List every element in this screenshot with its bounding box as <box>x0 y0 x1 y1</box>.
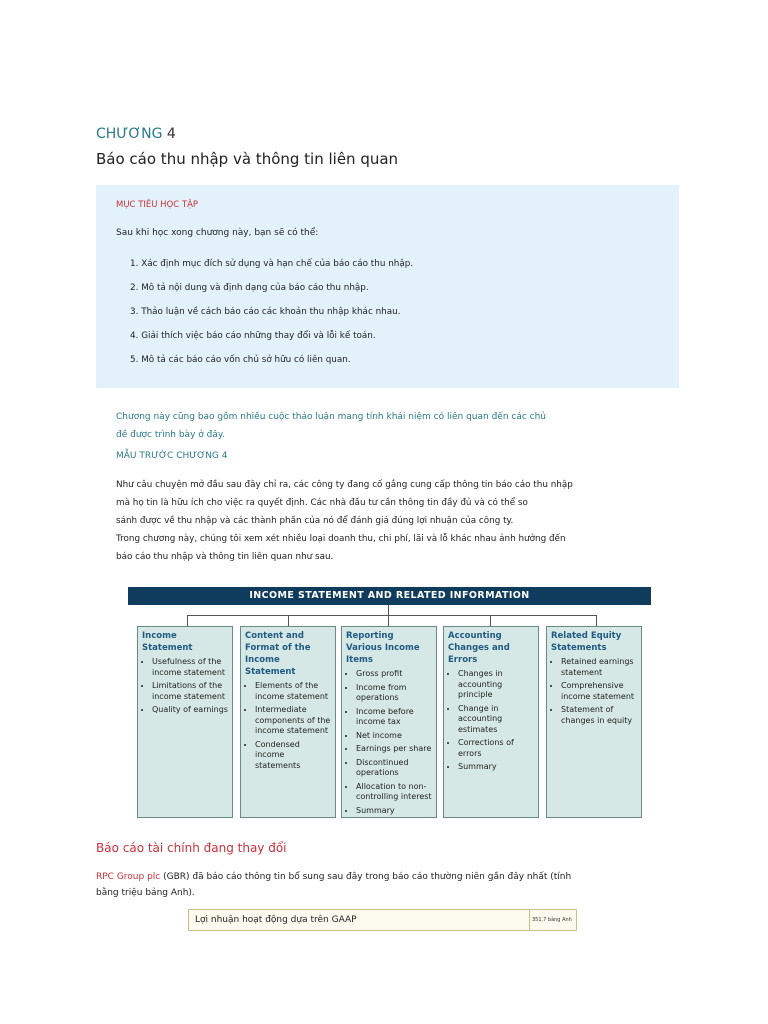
diagram-item: • Corrections of errors <box>458 738 534 759</box>
preview-paragraph <box>116 476 661 566</box>
diagram-item: • Income before income tax <box>356 707 432 728</box>
diagram-item: • Change in accounting estimates <box>458 704 534 736</box>
diagram-box-heading: Content and Format of the Income Statement <box>245 631 311 677</box>
rpc-text: (GBR) đã báo cáo thông tin bổ sung sau đây trong báo cáo thường niên gần đây nhất (tính <box>160 872 572 882</box>
objectives-list <box>130 258 413 378</box>
objective-item: 2. Mô tả nội dung và định dạng của báo cáo thu nhập. <box>130 283 369 293</box>
preview-line: sánh được về thu nhập và các thành phần của nó để đánh giá đúng lợi nhuận của công ty. <box>116 516 514 526</box>
diagram-item: • Changes in accounting principle <box>458 669 534 701</box>
connector-line <box>490 615 491 626</box>
concept-note-line: Chương này cũng bao gồm nhiều cuộc thảo luận mang tính khái niệm có liên quan đến các chủ <box>116 412 547 422</box>
diagram-item: • Summary <box>356 806 432 817</box>
diagram-box <box>546 626 642 818</box>
company-name: RPC Group plc <box>96 872 161 882</box>
table-divider <box>529 910 530 930</box>
objective-item: 4. Giải thích việc báo cáo những thay đổi và lỗi kế toán. <box>130 331 376 341</box>
diagram-box-list <box>346 669 432 816</box>
preview-line: Như câu chuyện mở đầu sau đây chỉ ra, các công ty đang cố gắng cung cấp thông tin báo cáo thu nhập <box>116 480 573 490</box>
diagram-item: • Income from operations <box>356 683 432 704</box>
diagram-item: • Comprehensive income statement <box>561 681 637 702</box>
rpc-paragraph <box>96 869 676 901</box>
diagram-box <box>443 626 539 818</box>
preview-line: báo cáo thu nhập và thông tin liên quan như sau. <box>116 552 334 562</box>
concept-note-line: đề được trình bày ở đây. <box>116 430 225 440</box>
diagram-item: • Quality of earnings <box>152 705 228 716</box>
preview-heading: MẪU TRƯỚC CHƯƠNG 4 <box>116 451 228 461</box>
diagram-item: • Discontinued operations <box>356 758 432 779</box>
diagram-item: • Condensed income statements <box>255 740 331 772</box>
chapter-organization-diagram <box>128 587 651 820</box>
diagram-item: • Intermediate components of the income statement <box>255 705 331 737</box>
diagram-item: • Net income <box>356 731 432 742</box>
table-value: 351,7 bảng Anh <box>532 917 572 923</box>
diagram-item: • Statement of changes in equity <box>561 705 637 726</box>
diagram-box-list <box>448 669 534 773</box>
diagram-item: • Retained earnings statement <box>561 657 637 678</box>
preview-line: mà họ tin là hữu ích cho việc ra quyết định. Các nhà đầu tư cần thông tin đầy đủ và có thể so <box>116 498 528 508</box>
preview-line: Trong chương này, chúng tôi xem xét nhiều loại doanh thu, chi phí, lãi và lỗ khác nhau ảnh hưởng đến <box>116 534 566 544</box>
chapter-title: Báo cáo thu nhập và thông tin liên quan <box>96 150 399 168</box>
diagram-box <box>341 626 437 818</box>
diagram-box-heading: Related Equity Statements <box>551 631 622 653</box>
diagram-box-heading: Accounting Changes and Errors <box>448 631 510 665</box>
connector-line <box>596 615 597 626</box>
objective-item: 3. Thảo luận về cách báo cáo các khoản thu nhập khác nhau. <box>130 307 401 317</box>
chapter-label: CHƯƠNG <box>96 126 163 142</box>
diagram-item: • Earnings per share <box>356 744 432 755</box>
learning-objectives-box <box>96 185 679 388</box>
connector-line <box>388 605 389 615</box>
diagram-box-list <box>551 657 637 726</box>
diagram-box-list <box>142 657 228 716</box>
diagram-box-list <box>245 681 331 771</box>
connector-line <box>288 615 289 626</box>
diagram-box-heading: Income Statement <box>142 631 193 653</box>
table-label: Lợi nhuận hoạt động dựa trên GAAP <box>195 915 357 925</box>
diagram-box <box>137 626 233 818</box>
financial-table-row <box>188 909 577 931</box>
diagram-item: • Limitations of the income statement <box>152 681 228 702</box>
objectives-intro: Sau khi học xong chương này, bạn sẽ có thể: <box>116 228 319 238</box>
objective-item: 1. Xác định mục đích sử dụng và hạn chế của báo cáo thu nhập. <box>130 259 414 269</box>
section-heading: Báo cáo tài chính đang thay đổi <box>96 841 287 855</box>
objectives-heading: MỤC TIÊU HỌC TẬP <box>116 200 199 210</box>
diagram-box-heading: Reporting Various Income Items <box>346 631 420 665</box>
chapter-number: 4 <box>166 126 176 142</box>
rpc-text: bằng triệu bảng Anh). <box>96 888 195 898</box>
diagram-box <box>240 626 336 818</box>
connector-line <box>187 615 188 626</box>
diagram-item: • Usefulness of the income statement <box>152 657 228 678</box>
chapter-heading <box>96 126 176 142</box>
diagram-item: • Allocation to non-controlling interest <box>356 782 432 803</box>
diagram-item: • Elements of the income statement <box>255 681 331 702</box>
connector-line <box>187 615 597 616</box>
diagram-title: INCOME STATEMENT AND RELATED INFORMATION <box>128 587 651 605</box>
diagram-item: • Summary <box>458 762 534 773</box>
objective-item: 5. Mô tả các báo cáo vốn chủ sở hữu có liên quan. <box>130 355 351 365</box>
diagram-item: • Gross profit <box>356 669 432 680</box>
connector-line <box>388 615 389 626</box>
diagram-connectors <box>128 605 651 626</box>
